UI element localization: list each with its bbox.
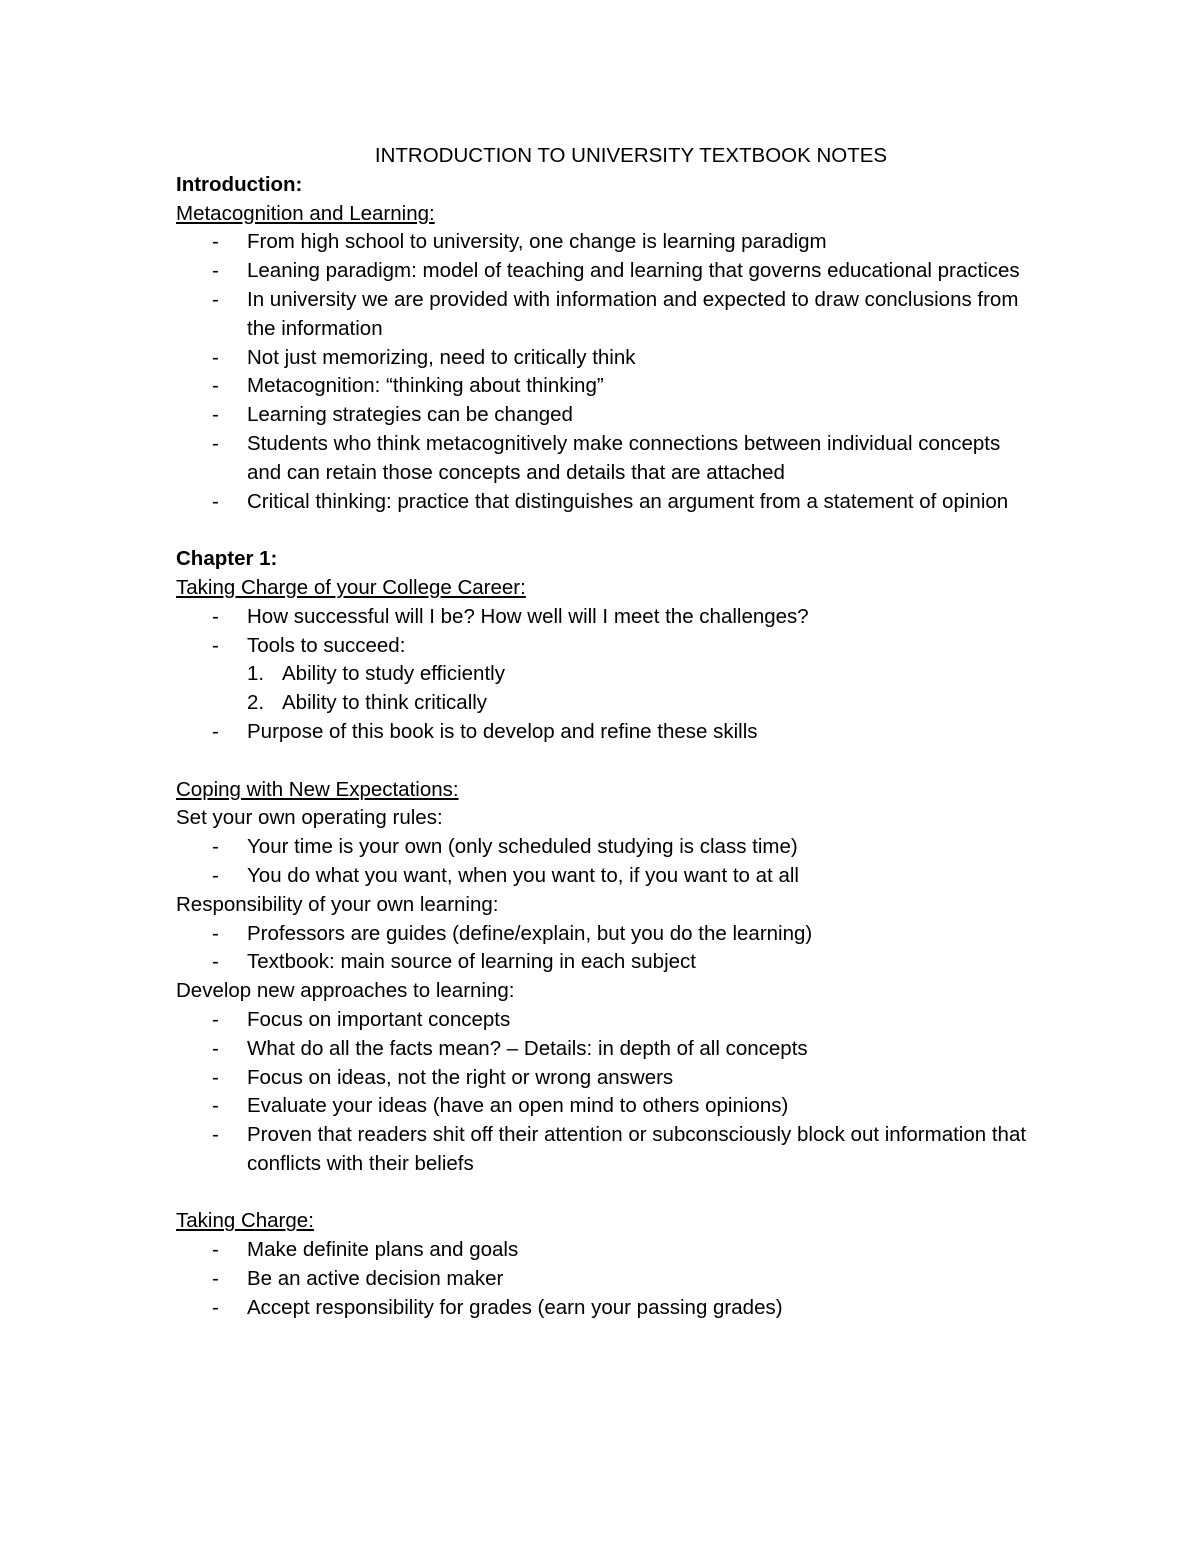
list-item: - Purpose of this book is to develop and refine these skills — [176, 718, 1036, 747]
dash-bullet: - — [212, 1267, 219, 1291]
blank-line — [176, 747, 1036, 776]
numbered-item: 1. Ability to study efficiently — [176, 660, 1036, 689]
list-item: - Leaning paradigm: model of teaching and learning that governs educational practices — [176, 257, 1036, 286]
list-item: - Textbook: main source of learning in each subject — [176, 948, 1036, 977]
dash-bullet: - — [212, 950, 219, 974]
list-item: - Focus on ideas, not the right or wrong answers — [176, 1064, 1036, 1093]
dash-bullet: - — [212, 1036, 219, 1060]
list-item: - How successful will I be? How well will I meet the challenges? — [176, 603, 1036, 632]
list-item: - Tools to succeed: — [176, 632, 1036, 661]
list-item: - Learning strategies can be changed — [176, 401, 1036, 430]
dash-bullet: - — [212, 431, 219, 455]
dash-bullet: - — [212, 835, 219, 859]
dash-bullet: - — [212, 921, 219, 945]
list-item: - Be an active decision maker — [176, 1265, 1036, 1294]
chapter-1-list — [176, 603, 1036, 661]
list-item: - Your time is your own (only scheduled studying is class time) — [176, 833, 1036, 862]
tools-numbered-list — [176, 660, 1036, 718]
dash-bullet: - — [212, 1238, 219, 1262]
dash-bullet: - — [212, 287, 219, 311]
intro-heading: Introduction: — [176, 172, 303, 196]
blank-line — [176, 1179, 1036, 1208]
group-label: Develop new approaches to learning: — [176, 979, 515, 1003]
group-label: Responsibility of your own learning: — [176, 892, 499, 916]
dash-bullet: - — [212, 345, 219, 369]
coping-subheading: Coping with New Expectations: — [176, 777, 459, 801]
chapter-1-heading: Chapter 1: — [176, 547, 278, 571]
dash-bullet: - — [212, 719, 219, 743]
number-marker: 2. — [247, 691, 265, 715]
number-marker: 1. — [247, 662, 265, 686]
taking-charge-subheading: Taking Charge: — [176, 1209, 314, 1233]
list-item: - Focus on important concepts — [176, 1006, 1036, 1035]
dash-bullet: - — [212, 1094, 219, 1118]
group-label: Set your own operating rules: — [176, 806, 443, 830]
dash-bullet: - — [212, 403, 219, 427]
list-item: - Not just memorizing, need to critically think — [176, 344, 1036, 373]
list-item: - From high school to university, one change is learning paradigm — [176, 228, 1036, 257]
dash-bullet: - — [212, 489, 219, 513]
dash-bullet: - — [212, 1065, 219, 1089]
responsibility-list — [176, 920, 1036, 978]
blank-line — [176, 516, 1036, 545]
dash-bullet: - — [212, 259, 219, 283]
dash-bullet: - — [212, 1295, 219, 1319]
chapter-1-subheading: Taking Charge of your College Career: — [176, 575, 526, 599]
list-item: - Proven that readers shit off their attention or subconsciously block out information that conflicts with their beliefs — [212, 1123, 1027, 1175]
list-item: - Metacognition: “thinking about thinking” — [176, 372, 1036, 401]
list-item: - Accept responsibility for grades (earn your passing grades) — [176, 1294, 1036, 1323]
dash-bullet: - — [212, 374, 219, 398]
chapter-1-list-cont — [176, 718, 1036, 747]
list-item: - Professors are guides (define/explain, but you do the learning) — [176, 920, 1036, 949]
intro-subheading: Metacognition and Learning: — [176, 201, 435, 225]
dash-bullet: - — [212, 1007, 219, 1031]
document-title: INTRODUCTION TO UNIVERSITY TEXTBOOK NOTES — [374, 144, 888, 167]
document-body — [176, 142, 1036, 1323]
list-item: - What do all the facts mean? – Details: in depth of all concepts — [176, 1035, 1036, 1064]
approaches-list — [176, 1006, 1036, 1179]
list-item: - Evaluate your ideas (have an open mind to others opinions) — [176, 1092, 1036, 1121]
list-item: - In university we are provided with information and expected to draw conclusions from the information — [212, 287, 1019, 340]
numbered-item: 2. Ability to think critically — [176, 689, 1036, 718]
dash-bullet: - — [212, 604, 219, 628]
list-item: - Students who think metacognitively make connections between individual concepts and can retain those concepts and details that are attached — [212, 431, 1001, 484]
list-item: - You do what you want, when you want to, if you want to at all — [176, 862, 1036, 891]
intro-list — [176, 228, 1036, 516]
dash-bullet: - — [212, 633, 219, 657]
operating-rules-list — [176, 833, 1036, 891]
dash-bullet: - — [212, 230, 219, 254]
dash-bullet: - — [212, 863, 219, 887]
list-item: - Make definite plans and goals — [176, 1236, 1036, 1265]
dash-bullet: - — [212, 1123, 219, 1147]
taking-charge-list — [176, 1236, 1036, 1322]
list-item: - Critical thinking: practice that distinguishes an argument from a statement of opinion — [176, 488, 1036, 517]
